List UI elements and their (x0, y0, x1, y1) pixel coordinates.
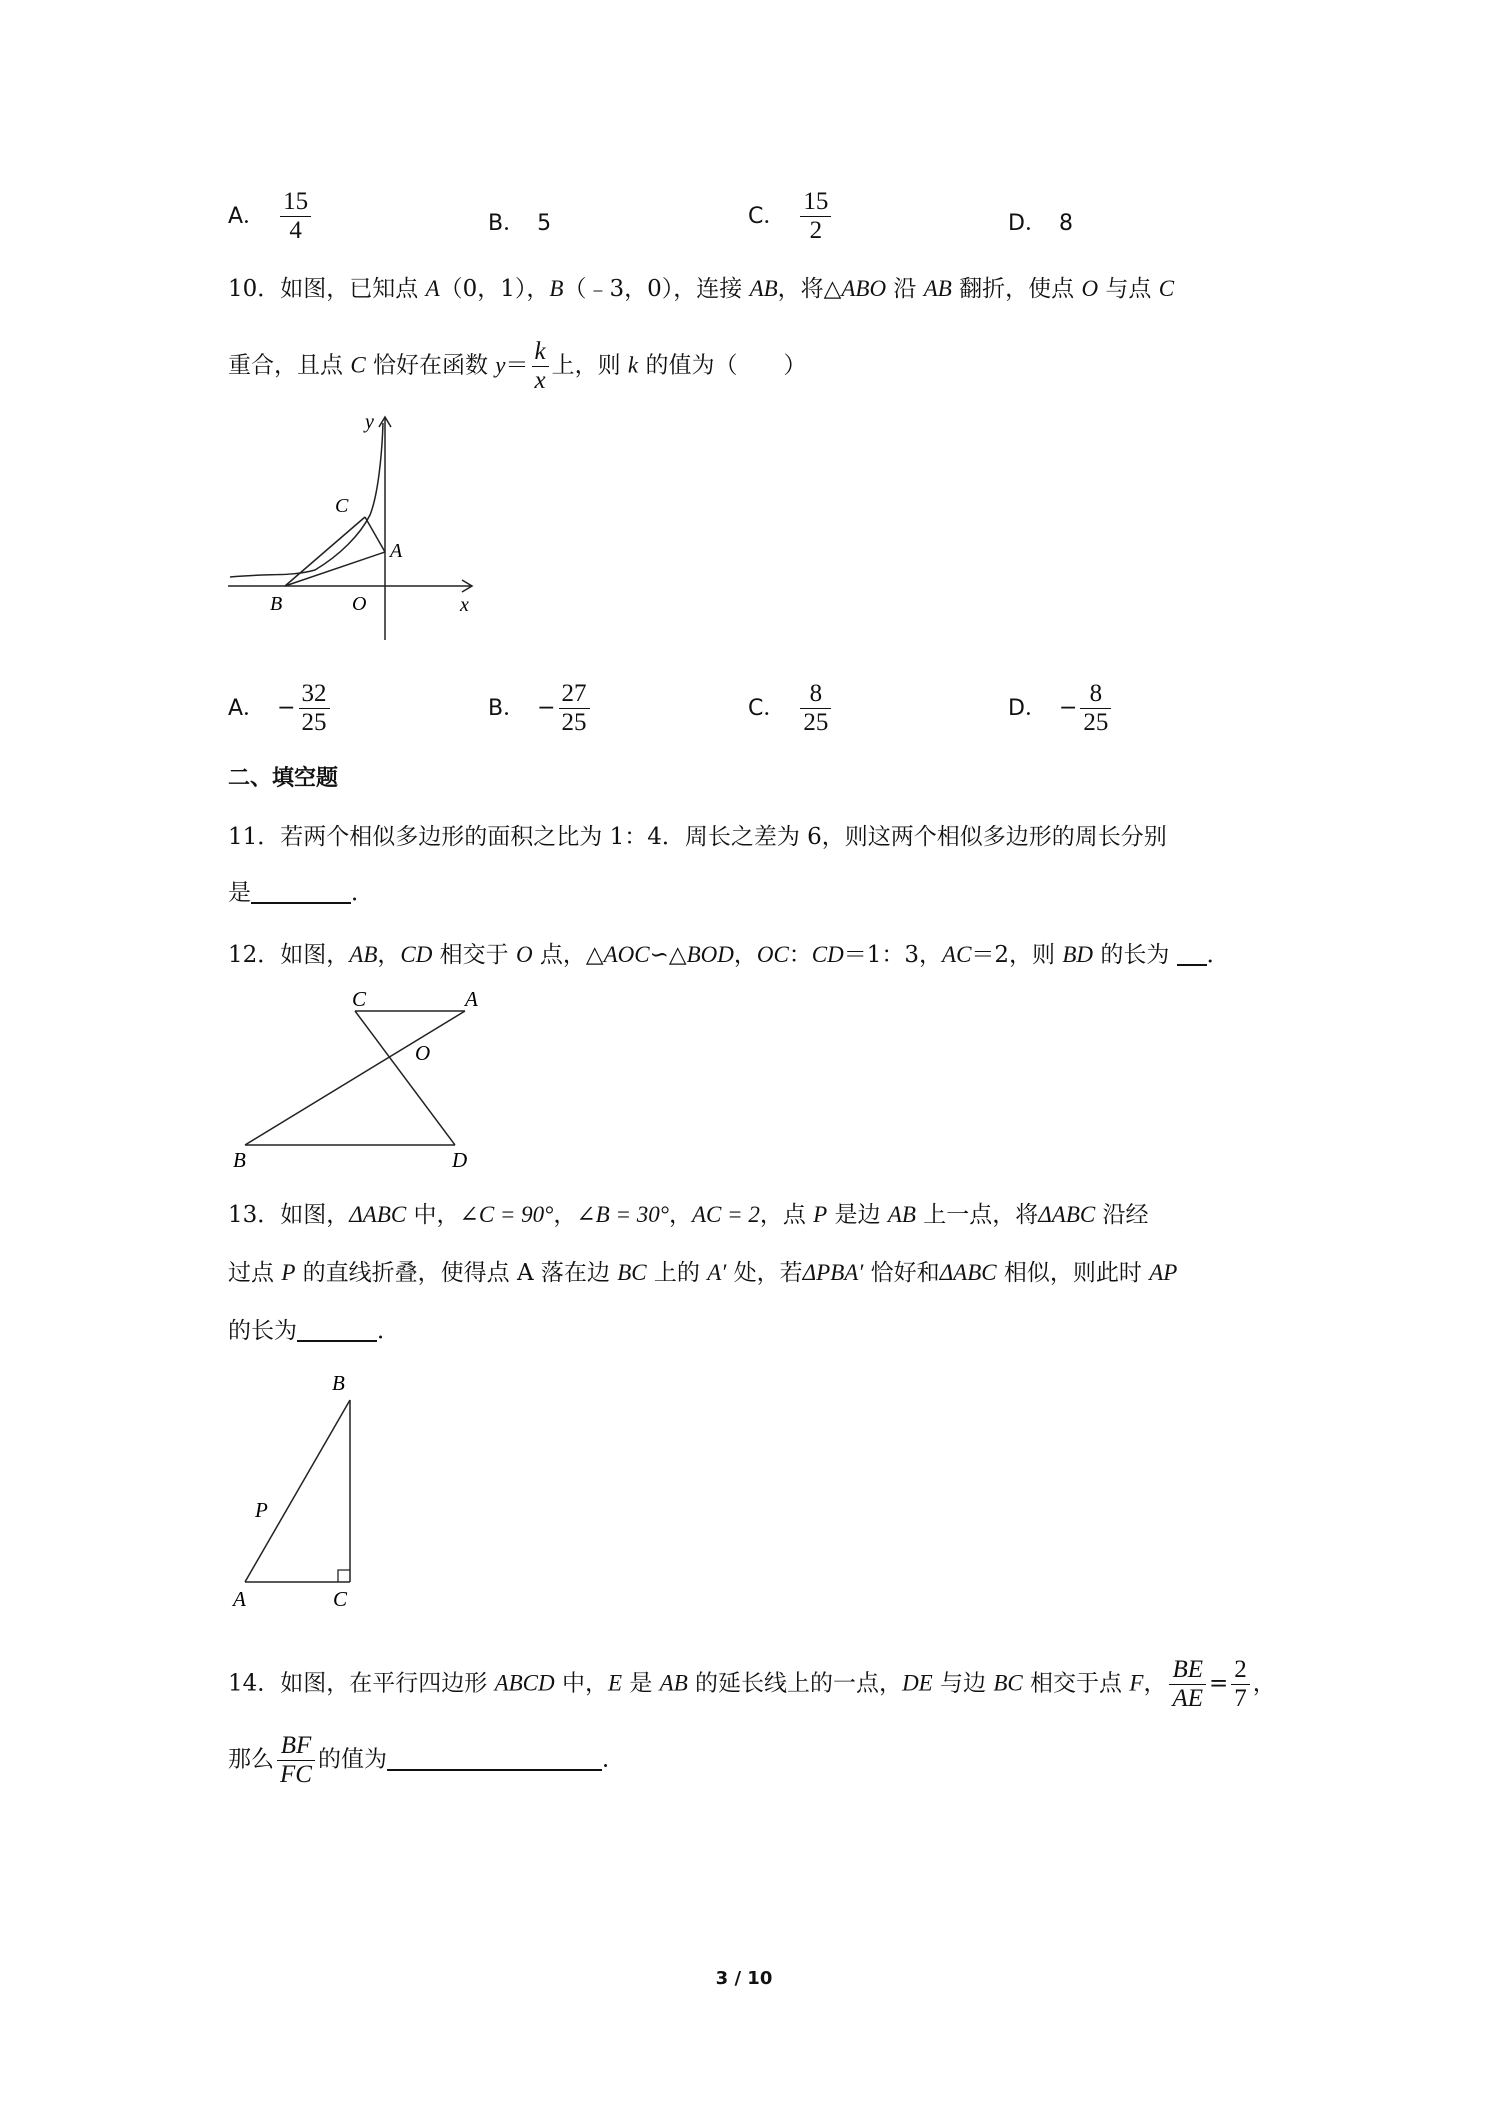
label-b: B (332, 1371, 345, 1395)
answer-blank[interactable] (251, 876, 351, 904)
fraction: $\frac{BF}{FC}$ (277, 1732, 315, 1789)
label-c: C (335, 495, 349, 517)
q9-option-a: A． $\frac{15}{4}$ (228, 188, 314, 245)
q10-option-b: B． − $\frac{27}{25}$ (488, 680, 593, 737)
fraction: $\frac{15}{4}$ (280, 188, 311, 245)
q12-line: 12．如图，AB，CD 相交于 O 点，△AOC∽△BOD，OC：CD＝1：3，AC＝2，则 BD 的长为 ． (228, 938, 1230, 972)
label-a: A (233, 1587, 246, 1611)
fraction: $\frac{15}{2}$ (800, 188, 831, 245)
page-number: 3 / 10 (715, 1968, 773, 1989)
segment-ab (285, 552, 385, 586)
q14-line2: 那么 $\frac{BF}{FC}$ 的值为 ． (228, 1732, 625, 1788)
answer-blank[interactable] (387, 1743, 602, 1771)
q10-figure (220, 405, 490, 650)
segment-ab (245, 1400, 350, 1582)
q10-line1: 10．如图，已知点 A（0，1），B（﹣3，0），连接 AB，将△ABO 沿 AB 翻折，使点 O 与点 C (228, 276, 1175, 302)
q9-option-c: C． $\frac{15}{2}$ (748, 188, 834, 245)
segment-ba (245, 1011, 465, 1145)
q11-line2: 是 ． (228, 876, 374, 910)
q14-line1: 14．如图，在平行四边形 ABCD 中，E 是 AB 的延长线上的一点，DE 与边 BC 相交于点 F， $\frac{BE}{AE}$ = $\frac{2}{7}$ ， (228, 1656, 1276, 1712)
q13-figure (225, 1360, 375, 1620)
q10-option-d: D． − $\frac{8}{25}$ (1008, 680, 1114, 737)
q10-option-c: C． $\frac{8}{25}$ (748, 680, 834, 737)
section-title: 二、填空题 (228, 766, 339, 791)
label-c: C (352, 992, 367, 1011)
fraction: $\frac{BE}{AE}$ (1169, 1656, 1206, 1713)
segment-cd (355, 1011, 455, 1145)
fraction: $\frac{8}{25}$ (800, 680, 831, 737)
fraction: $\frac{8}{25}$ (1080, 680, 1111, 737)
answer-blank[interactable] (1177, 938, 1207, 966)
label-b: B (233, 1148, 246, 1172)
q10-line2: 重合，且点 C 恰好在函数 y＝ $\frac{k}{x}$ 上，则 k 的值为（ ） (228, 338, 807, 394)
right-angle-mark (338, 1570, 350, 1582)
label-o: O (415, 1041, 431, 1065)
label-a: A (465, 992, 478, 1011)
fraction: $\frac{32}{25}$ (299, 680, 330, 737)
q13-line1: 13．如图，ΔABC 中，∠C = 90°，∠B = 30°，AC = 2，点 P 是边 AB 上一点，将ΔABC 沿经 (228, 1202, 1149, 1228)
segment-ca (365, 517, 385, 552)
q12-figure (225, 992, 505, 1172)
label-x: x (460, 594, 469, 616)
hyperbola-curve (230, 423, 383, 577)
label-a: A (390, 540, 403, 562)
fraction: $\frac{27}{25}$ (559, 680, 590, 737)
label-c: C (333, 1587, 348, 1611)
q9-option-b: B． 5 (488, 211, 552, 236)
label-p: P (255, 1498, 268, 1522)
answer-blank[interactable] (297, 1314, 377, 1342)
q10-option-a: A． − $\frac{32}{25}$ (228, 680, 333, 737)
fraction: $\frac{k}{x}$ (532, 338, 549, 395)
q13-line2: 过点 P 的直线折叠，使得点 A 落在边 BC 上的 A′ 处，若ΔPBA′ 恰好和ΔABC 相似，则此时 AP (228, 1260, 1178, 1286)
label-d: D (452, 1148, 468, 1172)
q13-line3: 的长为 ． (228, 1314, 400, 1348)
label-b: B (270, 593, 283, 615)
label-y: y (365, 411, 374, 433)
q11-line1: 11．若两个相似多边形的面积之比为 1：4．周长之差为 6，则这两个相似多边形的周长分别 (228, 824, 1167, 850)
fraction: $\frac{2}{7}$ (1231, 1656, 1250, 1713)
q9-option-d: D． 8 (1008, 211, 1073, 236)
segment-bc (285, 517, 365, 586)
label-o: O (352, 593, 367, 615)
